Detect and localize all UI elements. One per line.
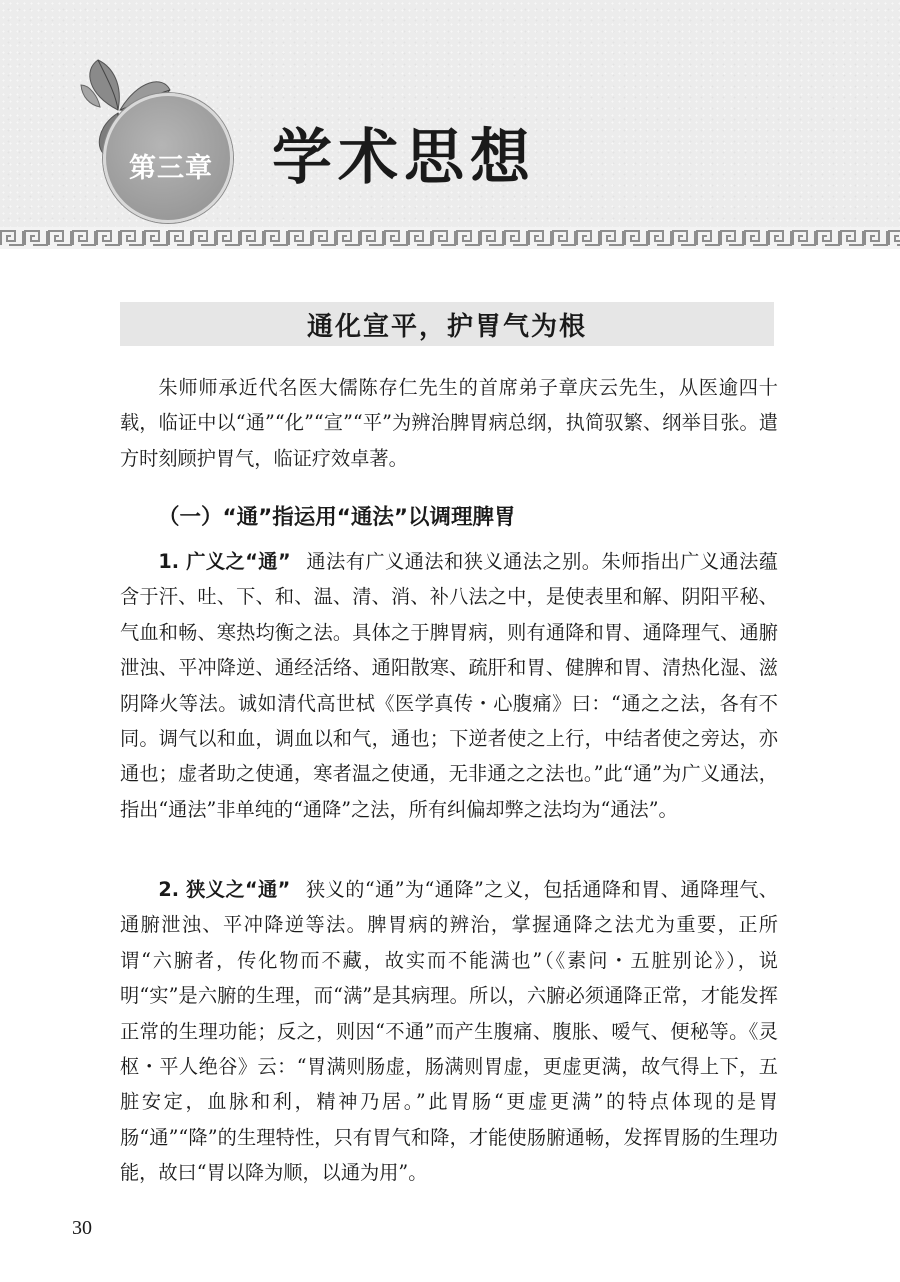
chapter-badge	[103, 93, 233, 223]
intro-paragraph: 朱师师承近代名医大儒陈存仁先生的首席弟子章庆云先生，从医逾四十载，临证中以“通”“化”“宣”“平”为辨治脾胃病总纲，执简驭繁、纲举目张。遣方时刻顾护胃气，临证疗效卓著。	[120, 376, 778, 470]
paragraph-text: 通法有广义通法和狭义通法之别。朱师指出广义通法蕴含于汗、吐、下、和、温、清、消、补八法之中，是使表里和解、阴阳平秘、气血和畅、寒热均衡之法。具体之于脾胃病，则有通降和胃、通降理气、通腑泄浊、平冲降逆、通经活络、通阳散寒、疏肝和胃、健脾和胃、清热化湿、滋阴降火等法。诚如清代高世栻《医学真传・心腹痛》曰：“通之之法，各有不同。调气以和血，调血以和气，通也；下逆者使之上行，中结者使之旁达，亦通也；虚者助之使通，寒者温之使通，无非通之之法也。”此“通”为广义通法，指出“通法”非单纯的“通降”之法，所有纠偏却弊之法均为“通法”。	[120, 550, 778, 821]
chapter-badge-label: 第三章	[129, 152, 213, 184]
fret-border	[0, 227, 900, 249]
chapter-title: 学术思想	[272, 123, 536, 193]
chapter-header	[0, 0, 900, 228]
paragraph-broad-tong	[120, 544, 778, 827]
section-title: 通化宣平，护胃气为根	[306, 311, 587, 342]
paragraph-lead: 2. 狭义之“通”	[158, 878, 291, 901]
section-title-bar	[120, 302, 774, 346]
paragraph-lead: 1. 广义之“通”	[158, 550, 291, 573]
subsection-heading: （一）“通”指运用“通法”以调理脾胃	[158, 505, 516, 530]
page-number: 30	[72, 1217, 92, 1239]
paragraph-text: 狭义的“通”为“通降”之义，包括通降和胃、通降理气、通腑泄浊、平冲降逆等法。脾胃病的辨治，掌握通降之法尤为重要，正所谓“六腑者，传化物而不藏，故实而不能满也”（《素问・五脏别论》），说明“实”是六腑的生理，而“满”是其病理。所以，六腑必须通降正常，才能发挥正常的生理功能；反之，则因“不通”而产生腹痛、腹胀、嗳气、便秘等。《灵枢・平人绝谷》云：“胃满则肠虚，肠满则胃虚，更虚更满，故气得上下，五脏安定，血脉和利，精神乃居。”此胃肠“更虚更满”的特点体现的是胃肠“通”“降”的生理特性，只有胃气和降，才能使肠腑通畅，发挥胃肠的生理功能，故曰“胃以降为顺，以通为用”。	[120, 878, 778, 1185]
paragraph-narrow-tong	[120, 872, 778, 1191]
